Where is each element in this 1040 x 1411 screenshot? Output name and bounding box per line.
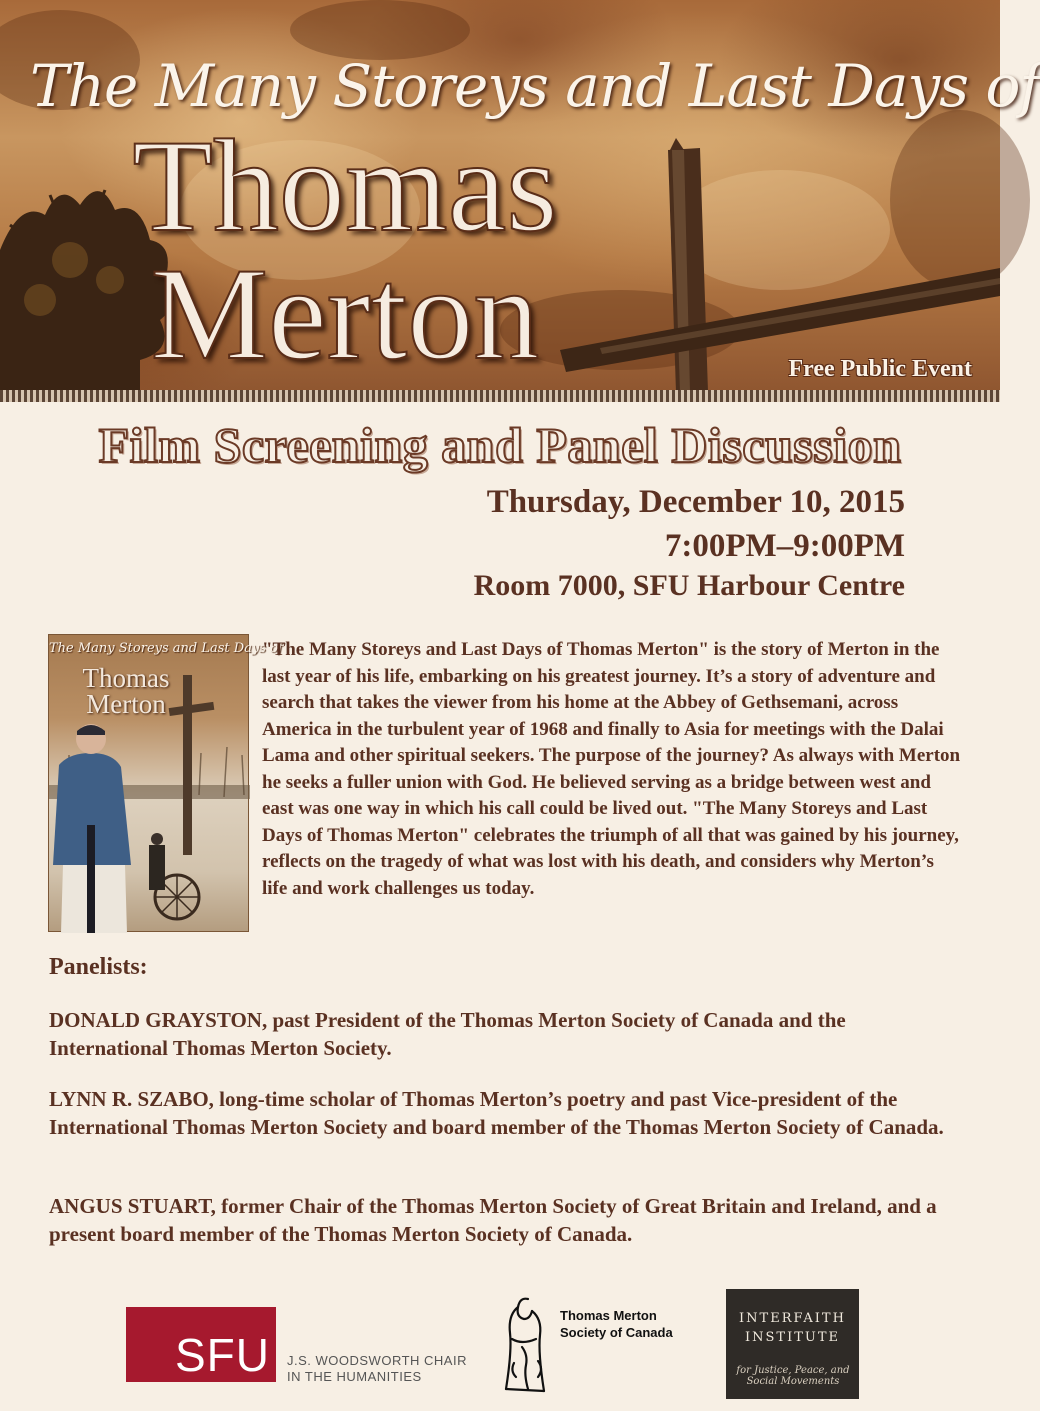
event-title: Film Screening and Panel Discussion <box>98 417 902 473</box>
event-time: 7:00PM–9:00PM <box>664 528 905 564</box>
panelists-heading: Panelists: <box>49 954 148 980</box>
sfu-logo <box>126 1307 276 1382</box>
tms-logo-line-2: Society of Canada <box>560 1325 673 1340</box>
cover-name-last: Merton <box>86 689 166 719</box>
cover-name-first: Thomas <box>82 663 170 693</box>
film-description: "The Many Storeys and Last Days of Thomas Merton" is the story of Merton in the last year of his life, embarking on his greatest journey. It’s a story of adventure and search that takes the viewer from his home at the Abbey of Gethsemani, across America in the turbulent year of 1968 and finally to Asia for meetings with the Dalai Lama and other spiritual seekers. The purpose of the journey? As always with Merton he seeks a fuller union with God. He believed serving as a bridge between west and east was one way in which his call could be lived out. "The Many Storeys and Last Days of Thomas Merton" celebrates the triumph of all that was gained by his journey, reflects on the tragedy of what was lost with his death, and considers why Merton’s life and work challenges us today. <box>262 639 961 899</box>
sfu-chair-line-2: IN THE HUMANITIES <box>287 1369 422 1384</box>
monk-figure-icon <box>498 1293 558 1395</box>
header-banner <box>0 0 1040 392</box>
panelist-item: DONALD GRAYSTON, past President of the Thomas Merton Society of Canada and the International Thomas Merton Society. <box>49 1008 846 1060</box>
tms-logo-line-1: Thomas Merton <box>560 1308 657 1323</box>
interfaith-logo-tagline: for Justice, Peace, and Social Movements <box>736 1365 850 1387</box>
sfu-logo-mark: SFU <box>175 1329 270 1381</box>
film-cover-image <box>48 634 283 932</box>
banner-script-title: The Many Storeys and Last Days of <box>30 52 1040 120</box>
decorative-border <box>0 390 1000 402</box>
event-room: Room 7000, SFU Harbour Centre <box>473 569 905 602</box>
panelist-item: LYNN R. SZABO, long-time scholar of Thomas Merton’s poetry and past Vice-president of the International Thomas Merton Society and board member of the Thomas Merton Society of Canada. <box>49 1087 944 1139</box>
panelist-item: ANGUS STUART, former Chair of the Thomas Merton Society of Great Britain and Ireland, and a present board member of the Thomas Merton Society of Canada. <box>49 1194 937 1246</box>
banner-name-first: Thomas <box>132 112 558 259</box>
sfu-chair-line-1: J.S. WOODSWORTH CHAIR <box>287 1353 467 1368</box>
interfaith-logo-line-1: INTERFAITH <box>739 1311 846 1326</box>
event-date: Thursday, December 10, 2015 <box>486 484 905 520</box>
free-event-label: Free Public Event <box>788 356 972 382</box>
interfaith-institute-logo <box>726 1289 859 1399</box>
cover-script-title: The Many Storeys and Last Days of <box>49 641 283 656</box>
banner-name-last: Merton <box>150 240 540 387</box>
interfaith-logo-line-2: INSTITUTE <box>744 1330 840 1345</box>
